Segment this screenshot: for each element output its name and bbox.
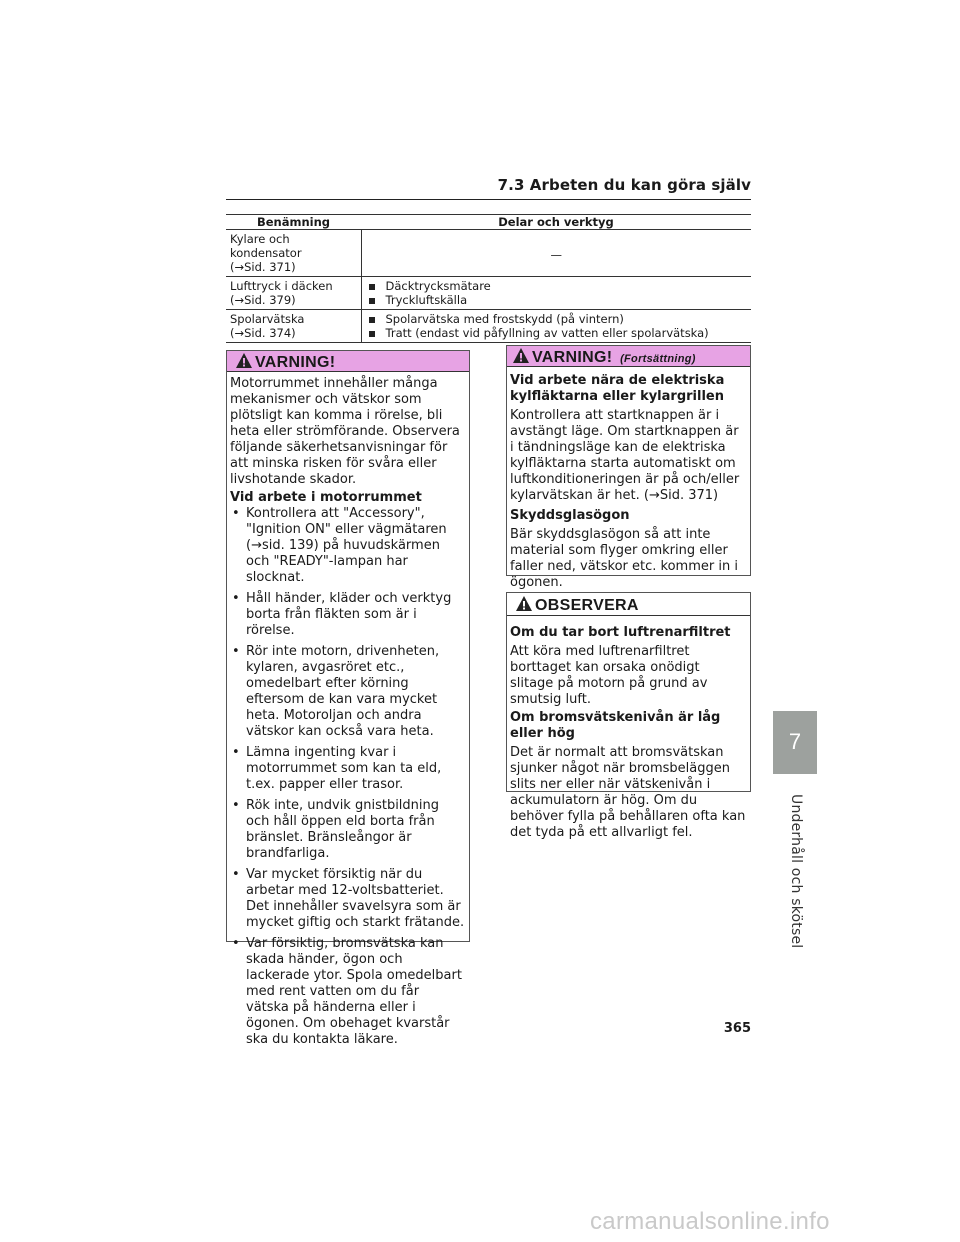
warning-title-bar xyxy=(227,351,469,372)
row-ref: (→Sid. 374) xyxy=(230,326,296,340)
tool-item: Tryckluftskälla xyxy=(366,293,748,307)
row-name: Kylare och kondensator xyxy=(230,232,302,260)
warning-item: • Rör inte motorn, drivenheten, kylaren, avgasröret etc., omedelbart efter körning eftersom de kan vara mycket heta. Motoroljan och andra vätskor kan också vara heta. xyxy=(232,644,440,739)
warning-item: • Håll händer, kläder och verktyg borta från fläkten som är i rörelse. xyxy=(232,591,452,638)
warning-subheading: Vid arbete nära de elektriska kylfläktarna eller kylargrillen xyxy=(510,373,725,404)
header-rule xyxy=(226,199,751,200)
table-cell-name xyxy=(226,277,361,310)
warning-text: Kontrollera att startknappen är i avstängt läge. Om startknappen är i tändningsläge kan de elektriska kylfläktarna starta automatiskt om luftkonditioneringen är på och/eller kylarvätskan är het. (→Sid. 371) xyxy=(510,408,740,503)
table-row xyxy=(226,230,751,277)
warning-title: VARNING! xyxy=(235,352,335,372)
warning-text: Bär skyddsglasögon så att inte material som flyger omkring eller faller ned, vätskor etc. kommer in i ögonen. xyxy=(510,527,738,590)
square-bullet-icon xyxy=(369,317,375,323)
chapter-number: 7 xyxy=(788,729,802,754)
watermark: carmanualsonline.info xyxy=(590,1208,830,1235)
parts-table xyxy=(226,214,751,343)
row-ref: (→Sid. 371) xyxy=(230,260,296,274)
table-header-tools: Delar och verktyg xyxy=(361,215,751,230)
table-cell-tools xyxy=(361,310,751,343)
warning-body xyxy=(227,372,469,1048)
table-cell-tools xyxy=(361,277,751,310)
square-bullet-icon xyxy=(369,331,375,337)
chapter-tab xyxy=(773,711,817,774)
table-cell-name xyxy=(226,310,361,343)
warning-intro: Motorrummet innehåller många mekanismer och vätskor som plötsligt kan komma i rörelse, bli heta eller strömförande. Observera följande säkerhetsanvisningar för att minska risken för svåra eller livshotande skador. xyxy=(230,376,460,487)
chapter-label: Underhåll och skötsel xyxy=(788,794,804,949)
warning-title-bar xyxy=(507,346,750,367)
warning-item: • Kontrollera att "Accessory", "Ignition ON" eller vägmätaren (→sid. 139) på huvudskärmen och "READY"-lampan har slocknat. xyxy=(232,506,447,585)
warning-subheading: Skyddsglasögon xyxy=(510,508,630,523)
warning-item: • Var mycket försiktig när du arbetar med 12-voltsbatteriet. Det innehåller svavelsyra som är mycket giftig och starkt frätande. xyxy=(232,867,465,930)
notice-title: OBSERVERA xyxy=(515,595,639,615)
tool-item: Däcktrycksmätare xyxy=(366,279,748,293)
table-cell-tools xyxy=(361,230,751,277)
notice-body xyxy=(507,616,750,841)
notice-text: Det är normalt att bromsvätskan sjunker något när bromsbeläggen slits ner eller när vätskenivån i ackumulatorn är hög. Om du behöver fylla på behållaren ofta kan det tyda på ett allvarligt fel. xyxy=(510,745,746,840)
warning-box xyxy=(226,350,470,1047)
square-bullet-icon xyxy=(369,284,375,290)
warning-subheading: Vid arbete i motorrummet xyxy=(230,490,422,505)
warning-item: • Rök inte, undvik gnistbildning och håll öppen eld borta från bränslet. Bränsleångor är brandfarliga. xyxy=(232,798,440,861)
table-row xyxy=(226,277,751,310)
tool-item: Spolarvätska med frostskydd (på vintern) xyxy=(366,312,748,326)
square-bullet-icon xyxy=(369,298,375,304)
notice-subheading: Om du tar bort luftrenarfiltret xyxy=(510,625,731,640)
notice-icon xyxy=(515,595,533,612)
notice-title-bar xyxy=(507,593,750,616)
row-name: Lufttryck i däcken xyxy=(230,279,333,293)
notice-text: Att köra med luftrenarfiltret borttaget kan orsaka onödigt slitage på motorn på grund av smutsig luft. xyxy=(510,644,708,707)
page-number: 365 xyxy=(723,1021,751,1036)
warning-icon xyxy=(512,347,530,364)
row-ref: (→Sid. 379) xyxy=(230,293,296,307)
empty-dash: — xyxy=(550,247,562,262)
notice-box xyxy=(506,592,751,840)
section-heading: 7.3 Arbeten du kan göra själv xyxy=(497,176,751,194)
table-header-name: Benämning xyxy=(226,215,361,230)
warning-item: • Lämna ingenting kvar i motorrummet som kan ta eld, t.ex. papper eller trasor. xyxy=(232,745,442,792)
warning-icon xyxy=(235,352,253,369)
notice-subheading: Om bromsvätskenivån är låg eller hög xyxy=(510,710,721,741)
table-row xyxy=(226,310,751,343)
row-name: Spolarvätska xyxy=(230,312,305,326)
warning-body xyxy=(507,367,750,591)
table-cell-name xyxy=(226,230,361,277)
warning-continued-box xyxy=(506,345,751,590)
warning-item: • Var försiktig, bromsvätska kan skada händer, ögon och lackerade ytor. Spola omedelbart med rent vatten om du får vätska på händerna eller i ögonen. Om obehaget kvarstår ska du kontakta läkare. xyxy=(232,936,462,1047)
tool-item: Tratt (endast vid påfyllning av vatten eller spolarvätska) xyxy=(366,326,748,340)
warning-title: VARNING! (Fortsättning) xyxy=(512,347,696,367)
continued-label: (Fortsättning) xyxy=(620,353,696,365)
table-header-row xyxy=(226,215,751,230)
